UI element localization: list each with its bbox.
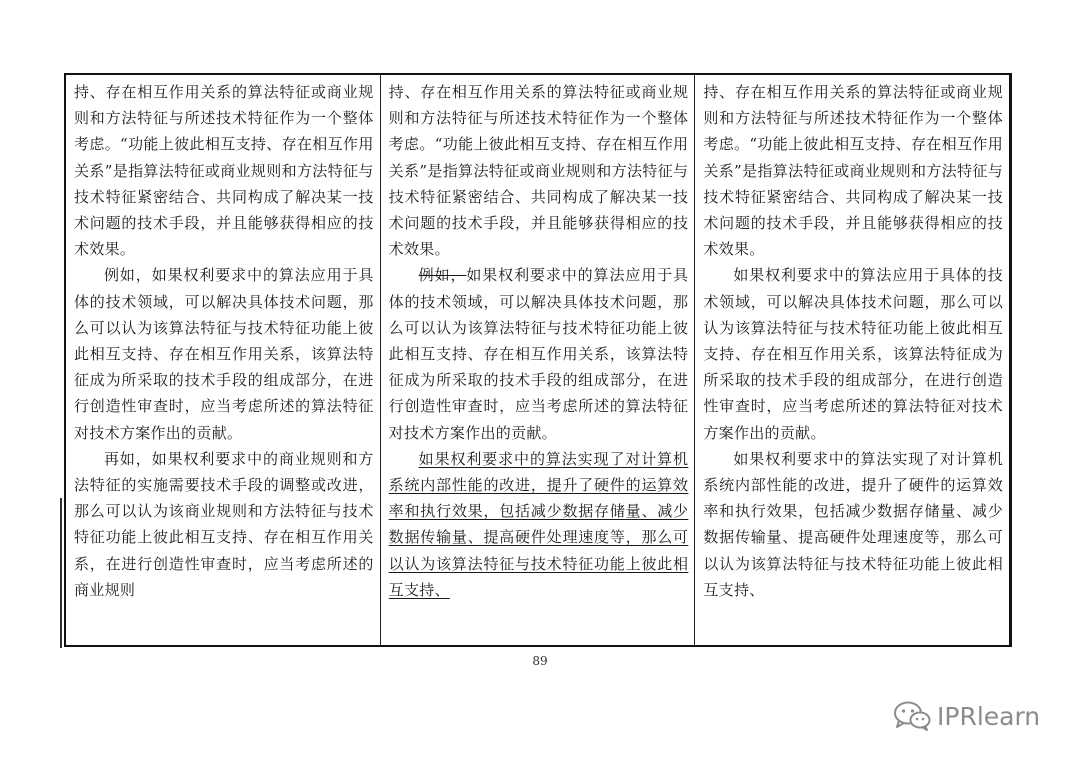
paragraph-1: 持、存在相互作用关系的算法特征或商业规则和方法特征与所述技术特征作为一个整体考虑。“功能上彼此相互支持、存在相互作用关系”是指算法特征或商业规则和方法特征与技术特征紧密结合、共同构成了解决某一技术问题的技术手段，并且能够获得相应的技术效果。 [388, 83, 689, 259]
wechat-icon [893, 700, 931, 732]
watermark-text: IPRlearn [937, 701, 1041, 731]
paragraph-2 [389, 262, 689, 445]
paragraph-2: 如果权利要求中的算法应用于具体的技术领域，可以解决具体技术问题，那么可以认为该算法特征与技术特征功能上彼此相互支持、存在相互作用关系，该算法特征成为所采取的技术手段的组成部分，在进行创造性审查时，应当考虑所述的算法特征对技术方案作出的贡献。 [703, 266, 1004, 442]
paragraph-1: 持、存在相互作用关系的算法特征或商业规则和方法特征与所述技术特征作为一个整体考虑。“功能上彼此相互支持、存在相互作用关系”是指算法特征或商业规则和方法特征与技术特征紧密结合、共同构成了解决某一技术问题的技术手段，并且能够获得相应的技术效果。 [703, 83, 1004, 259]
comparison-table [64, 73, 1012, 647]
revision-margin-bar [60, 498, 62, 648]
paragraph-3: 如果权利要求中的算法实现了对计算机系统内部性能的改进，提升了硬件的运算效率和执行效果，包括减少数据存储量、减少数据传输量、提高硬件处理速度等，那么可以认为该算法特征与技术特征功能上彼此相互支持、 [703, 449, 1004, 599]
paragraph-1: 持、存在相互作用关系的算法特征或商业规则和方法特征与所述技术特征作为一个整体考虑。“功能上彼此相互支持、存在相互作用关系”是指算法特征或商业规则和方法特征与技术特征紧密结合、共同构成了解决某一技术问题的技术手段，并且能够获得相应的技术效果。 [74, 83, 374, 259]
page-number: 89 [532, 654, 548, 668]
watermark [893, 700, 1040, 732]
paragraph-3 [389, 446, 689, 603]
column-revised [695, 75, 1009, 645]
deleted-text: 例如， [418, 266, 467, 285]
paragraph-2-text: 如果权利要求中的算法应用于具体的技术领域，可以解决具体技术问题，那么可以认为该算法特征与技术特征功能上彼此相互支持、存在相互作用关系，该算法特征成为所采取的技术手段的组成部分，在进行创造性审查时，应当考虑所述的算法特征对技术方案作出的贡献。 [388, 266, 689, 442]
column-original [66, 75, 381, 645]
paragraph-3: 再如，如果权利要求中的商业规则和方法特征的实施需要技术手段的调整或改进，那么可以认为该商业规则和方法特征与技术特征功能上彼此相互支持、存在相互作用关系，在进行创造性审查时，应当考虑所述的商业规则 [74, 449, 374, 599]
column-revision-marked [381, 75, 696, 645]
inserted-text: 如果权利要求中的算法实现了对计算机系统内部性能的改进，提升了硬件的运算效率和执行效果，包括减少数据存储量、减少数据传输量、提高硬件处理速度等，那么可以认为该算法特征与技术特征功能上彼此相互支持、 [388, 449, 689, 599]
paragraph-2: 例如，如果权利要求中的算法应用于具体的技术领域，可以解决具体技术问题，那么可以认为该算法特征与技术特征功能上彼此相互支持、存在相互作用关系，该算法特征成为所采取的技术手段的组成部分，在进行创造性审查时，应当考虑所述的算法特征对技术方案作出的贡献。 [74, 266, 374, 442]
